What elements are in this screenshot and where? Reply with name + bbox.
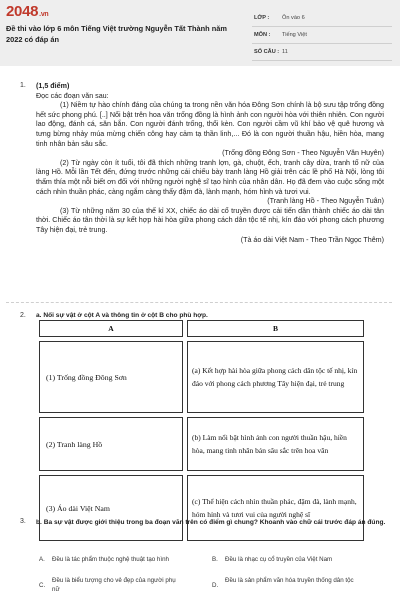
passage-2-source: (Tranh làng Hồ - Theo Nguyễn Tuân) [267, 197, 384, 206]
question-2-title: a. Nối sự vật ở cột A và thông tin ở cột B cho phù hợp. [36, 312, 208, 319]
page-header [0, 0, 400, 66]
option-text: Đều là biểu tượng cho vẻ đẹp của người phụ nữ [52, 577, 176, 593]
option-label: B. [212, 556, 218, 563]
meta-value: Tiếng Việt [282, 32, 307, 38]
meta-key: SỐ CÂU : [254, 49, 280, 55]
meta-key: LỚP : [254, 15, 270, 21]
exam-title: Đề thi vào lớp 6 môn Tiếng Việt trường Nguyễn Tất Thành năm 2022 có đáp án [6, 24, 227, 44]
column-b-header: B [188, 321, 364, 337]
column-b-item[interactable]: (c) Thể hiện cách nhìn thuần phác, đậm đà, lành mạnh, hóm hỉnh và tươi vui của người nghệ sĩ [188, 476, 364, 541]
column-a-header: A [40, 321, 183, 337]
question-1-body [36, 82, 384, 245]
question-points: (1,5 điểm) [36, 82, 70, 90]
column-b-item[interactable]: (a) Kết hợp hài hòa giữa phong cách dân tộc tế nhị, kín đáo với phong cách phương Tây hiện đại, trẻ trung [188, 342, 364, 413]
question-intro: Đọc các đoạn văn sau: [36, 91, 109, 100]
option-d[interactable] [212, 576, 392, 598]
exam-meta [252, 10, 392, 61]
passage-1: (1) Niềm tự hào chính đáng của chúng ta trong nền văn hóa Đông Sơn chính là bộ sưu tập trống đồng hết sức phong phú. [..] Nổi bật trên hoa văn trống đồng là hình ảnh con người hòa với thiên nhiên. Con người lao động, đánh cá, săn bắn. Con người đánh trống, thổi kèn. Con người cầm vũ khí bảo vệ quê hương và tưng bừng nhảy múa mừng chiến công hay cảm tạ thần linh,... Đó là con người thuần hậu, hiền hòa, mang tinh nhân bản sâu sắc. [36, 101, 384, 148]
passage-2: (2) Từ ngày còn ít tuổi, tôi đã thích những tranh lợn, gà, chuột, ếch, tranh cây dừa, tranh tố nữ của làng Hồ. Mỗi lần Tết đến, đứng trước những cái chiếu bày tranh làng Hồ giải trên các lề phố Hà Nội, lòng tôi thấm thía một nỗi biết ơn đối với những người nghệ sĩ tạo hình của nhân dân. Họ đã đem vào cuộc sống một cách nhìn thuần phác, càng ngắm càng thấy đậm đà, lành mạnh, hóm hỉnh và tươi vui. [36, 158, 384, 196]
option-text: Đều là sản phẩm văn hóa truyền thống dân tộc [225, 577, 354, 584]
option-c[interactable] [39, 576, 199, 598]
column-a-item[interactable]: (2) Tranh làng Hồ [40, 418, 183, 471]
logo-main: 2048 [6, 3, 39, 20]
meta-row-class [252, 10, 392, 27]
meta-row-subject [252, 27, 392, 44]
column-a-table [39, 320, 183, 541]
column-a-item[interactable]: (3) Áo dài Việt Nam [40, 476, 183, 541]
option-label: D. [212, 582, 219, 589]
section-divider [6, 302, 392, 303]
meta-value: Ôn vào 6 [282, 15, 305, 21]
question-number: 2. [20, 312, 26, 319]
meta-row-count [252, 44, 392, 61]
column-b-item[interactable]: (b) Làm nổi bật hình ảnh con người thuần hậu, hiền hòa, mang tinh nhân bản sâu sắc trên hoa văn [188, 418, 364, 471]
site-logo[interactable] [6, 3, 48, 20]
option-text: Đều là nhạc cụ cổ truyền của Việt Nam [225, 556, 333, 563]
column-b-table [187, 320, 364, 541]
passage-3-source: (Tà áo dài Việt Nam - Theo Trần Ngọc Thêm) [240, 235, 384, 244]
question-number: 1. [20, 82, 26, 89]
question-number: 3. [20, 518, 26, 525]
passage-1-source: (Trống đồng Đông Sơn - Theo Nguyễn Văn Huyên) [222, 149, 384, 158]
option-label: A. [39, 556, 45, 563]
option-label: C. [39, 582, 46, 589]
option-text: Đều là tác phẩm thuộc nghệ thuật tạo hình [52, 556, 169, 563]
question-3-title: b. Ba sự vật được giới thiệu trong ba đoạn văn trên có điểm gì chung? Khoanh vào chữ cái trước đáp án đúng. [36, 519, 386, 526]
meta-key: MÔN : [254, 32, 271, 38]
meta-value: 11 [282, 49, 288, 55]
passage-3: (3) Từ những năm 30 của thế kỉ XX, chiếc áo dài cổ truyền được cải tiến dần thành chiếc áo dài tân thời. Chiếc áo tân thời là sự kết hợp hài hòa giữa phong cách dân tộc tế nhị, kín đáo với phong cách phương Tây hiện đại, trẻ trung. [36, 206, 384, 234]
logo-suffix: .vn [39, 11, 49, 18]
column-a-item[interactable]: (1) Trống đồng Đông Sơn [40, 342, 183, 413]
